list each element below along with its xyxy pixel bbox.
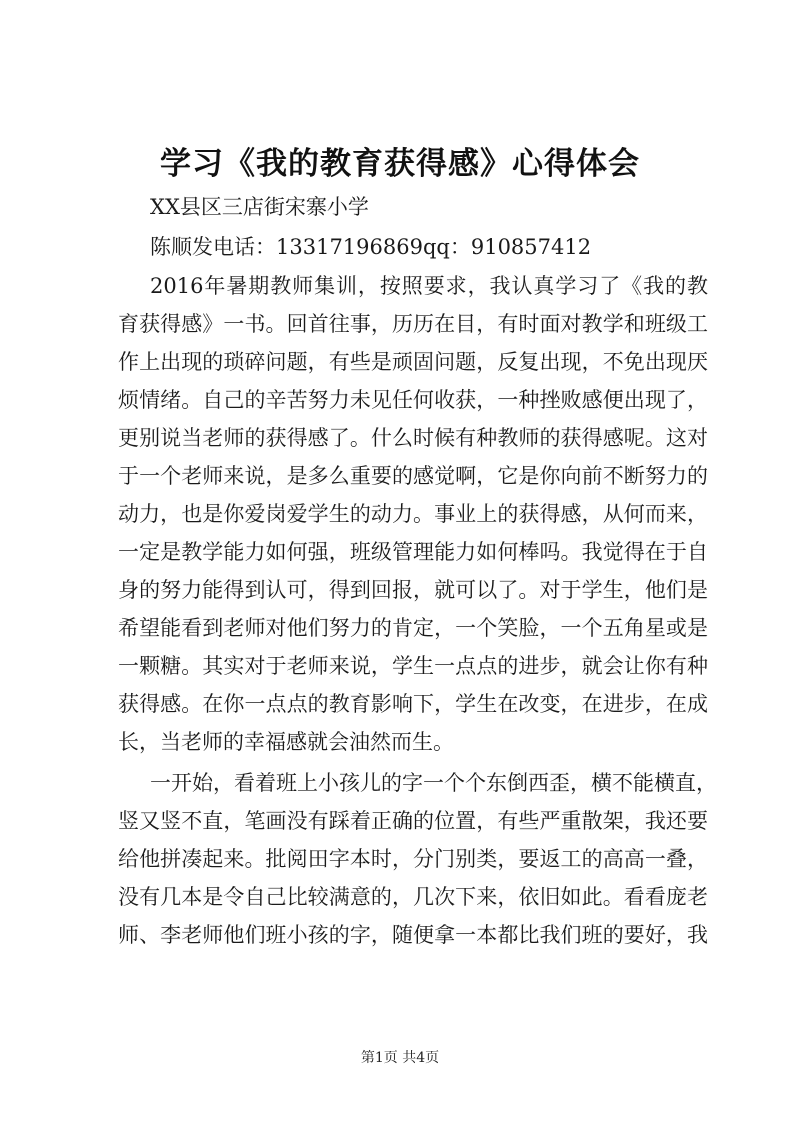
paragraph-line: 给他拼凑起来。批阅田字本时，分门别类，要返工的高高一叠， (118, 847, 708, 871)
paragraph-line: 一开始，看着班上小孩儿的字一个个东倒西歪，横不能横直， (150, 771, 717, 795)
paragraph-line: 2016年暑期教师集训，按照要求，我认真学习了《我的教 (150, 274, 708, 298)
contact-line: 陈顺发电话：13317196869qq：910857412 (150, 235, 592, 259)
page-number-footer: 第1页 共4页 (360, 1050, 440, 1066)
school-line: XX县区三店街宋寨小学 (150, 195, 369, 219)
paragraph-line: 更别说当老师的获得感了。什么时候有种教师的获得感呢。这对 (118, 426, 708, 450)
paragraph-line: 一颗糖。其实对于老师来说，学生一点点的进步，就会让你有种 (118, 654, 708, 678)
paragraph-line: 师、李老师他们班小孩的字，随便拿一本都比我们班的要好，我 (118, 923, 708, 947)
paragraph-line: 没有几本是令自己比较满意的，几次下来，依旧如此。看看庞老 (118, 885, 708, 909)
paragraph-line: 一定是教学能力如何强，班级管理能力如何棒吗。我觉得在于自 (118, 540, 708, 564)
paragraph-line: 获得感。在你一点点的教育影响下，学生在改变，在进步，在成 (118, 692, 708, 716)
paragraph-line: 身的努力能得到认可，得到回报，就可以了。对于学生，他们是 (118, 578, 708, 602)
paragraph-line: 作上出现的琐碎问题，有些是顽固问题，反复出现，不免出现厌 (118, 350, 708, 374)
paragraph-line: 于一个老师来说，是多么重要的感觉啊，它是你向前不断努力的 (118, 464, 708, 488)
paragraph-line: 竖又竖不直，笔画没有踩着正确的位置，有些严重散架，我还要 (118, 809, 708, 833)
paragraph-line: 育获得感》一书。回首往事，历历在目，有时面对教学和班级工 (118, 312, 708, 336)
document-title: 学习《我的教育获得感》心得体会 (160, 146, 640, 182)
paragraph-line: 烦情绪。自己的辛苦努力未见任何收获，一种挫败感便出现了， (118, 388, 708, 412)
paragraph-line: 希望能看到老师对他们努力的肯定，一个笑脸，一个五角星或是 (118, 616, 708, 640)
paragraph-line: 长，当老师的幸福感就会油然而生。 (118, 730, 454, 754)
paragraph-line: 动力，也是你爱岗爱学生的动力。事业上的获得感，从何而来， (118, 502, 708, 526)
